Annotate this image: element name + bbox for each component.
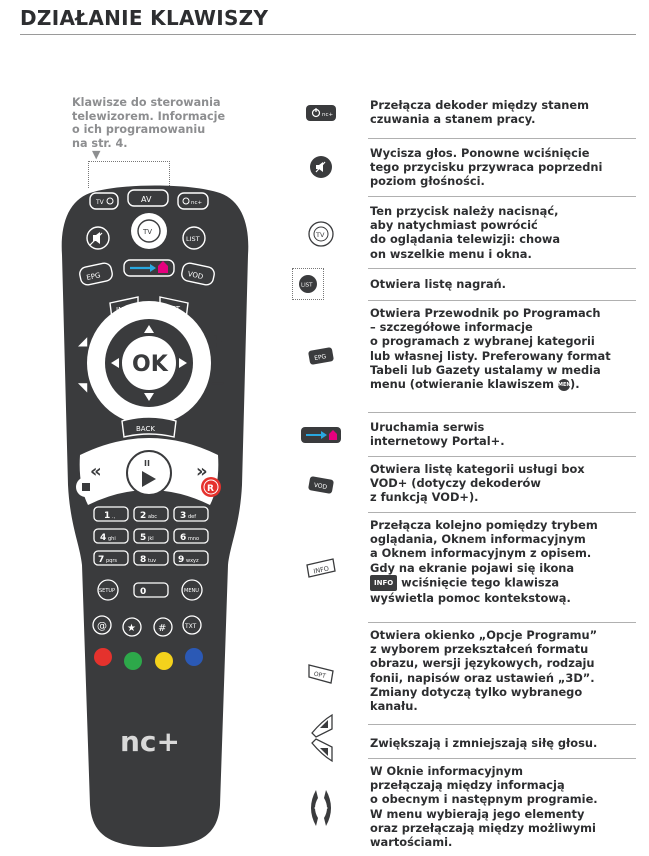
- text-fragment: ).: [569, 377, 580, 392]
- row-text: [370, 462, 636, 505]
- key-digit: 1: [104, 511, 111, 521]
- text-line: z wyborem przekształceń formatu: [370, 642, 589, 657]
- text-line: tego przycisku przywraca poprzedni: [370, 160, 603, 175]
- text-line: poziom głośności.: [370, 174, 485, 189]
- text-line: przełączają między informacją: [370, 778, 565, 793]
- text-line: a Oknem informacyjnym z opisem.: [370, 546, 592, 561]
- divider: [368, 138, 636, 139]
- star-label: ★: [127, 623, 136, 634]
- text-line: Otwiera Przewodnik po Programach: [370, 306, 601, 320]
- text-line: Ten przycisk należy nacisnąć,: [370, 204, 559, 218]
- row-standby: [290, 96, 636, 130]
- epg-icon-label: EPG: [313, 353, 327, 363]
- text-line: oraz przełączają między możliwymi: [370, 820, 596, 835]
- text-line: lub własnej listy. Preferowany format: [370, 348, 611, 363]
- note-line: Klawisze do sterowania: [72, 96, 221, 109]
- at-label: @: [97, 621, 107, 632]
- row-text: [370, 518, 636, 605]
- list-icon-label: LIST: [301, 282, 313, 289]
- text-line: Zwiększają i zmniejszają siłę głosu.: [370, 736, 598, 750]
- text-line: Otwiera listę nagrań.: [370, 277, 506, 291]
- row-text: [370, 420, 636, 448]
- tv-icon-label: TV: [316, 231, 325, 239]
- text-line: wartościami.: [370, 835, 453, 850]
- text-line: aby natychmiast powrócić: [370, 218, 538, 233]
- key-letters: ghi: [108, 536, 116, 542]
- key-letters: def: [188, 514, 197, 520]
- key-letters: pqrs: [106, 558, 118, 564]
- text-line: fonii, napisów oraz ustawień „3D”.: [370, 670, 595, 685]
- row-text: [370, 146, 636, 189]
- text-line: Przełącza kolejno pomiędzy trybem: [370, 518, 598, 532]
- volume-icon: [290, 708, 352, 768]
- mute-icon: [290, 144, 352, 190]
- info-key-icon: INFO: [370, 575, 397, 591]
- text-line: z funkcją VOD+).: [370, 490, 479, 505]
- text-line: obrazu, wersji językowych, rodzaju: [370, 656, 595, 671]
- channel-up-button[interactable]: +: [208, 331, 224, 352]
- text-line: Uruchamia serwis: [370, 420, 485, 434]
- text-line: Gdy na ekranie pojawi się ikona: [370, 560, 575, 575]
- row-mute: [290, 144, 636, 190]
- vod-icon-label: VOD: [313, 481, 328, 492]
- divider: [368, 758, 636, 759]
- text-line: Przełącza dekoder między stanem: [370, 98, 589, 112]
- setup-label: SETUP: [99, 588, 116, 594]
- fast-forward-button[interactable]: »: [196, 461, 208, 482]
- row-vod: [290, 462, 636, 508]
- txt-label: TXT: [185, 623, 197, 630]
- row-text: [370, 764, 636, 849]
- row-info: [290, 518, 636, 618]
- key-letters: mno: [188, 536, 200, 542]
- text-line: Wycisza głos. Ponowne wciśnięcie: [370, 146, 590, 160]
- vod-icon: [290, 462, 352, 508]
- row-volume: [290, 708, 636, 768]
- menu-label: MENU: [184, 588, 199, 594]
- list-label: LIST: [186, 235, 200, 243]
- text-fragment: wciśnięcie tego klawisza: [397, 575, 560, 590]
- text-line: on wszelkie menu i okna.: [370, 246, 532, 261]
- standby-icon-label: nc+: [322, 112, 334, 118]
- left-right-icon: [290, 764, 352, 852]
- pause-label: II: [144, 459, 150, 468]
- divider: [368, 512, 636, 513]
- key-digit: 4: [100, 533, 107, 543]
- av-label: AV: [141, 195, 152, 204]
- info-icon-label: INFO: [312, 564, 330, 576]
- key-digit: 7: [98, 555, 105, 565]
- divider: [368, 196, 636, 197]
- row-text: [370, 628, 636, 713]
- divider: [368, 300, 636, 301]
- info-icon: [290, 518, 352, 618]
- row-list: [290, 268, 636, 300]
- text-line: – szczegółowe informacje: [370, 320, 533, 335]
- text-line: W menu wybierają jego elementy: [370, 806, 585, 821]
- rewind-button[interactable]: «: [90, 461, 102, 482]
- standby-icon: [290, 96, 352, 130]
- text-line: Tabeli lub Gazety ustalamy w media: [370, 362, 601, 377]
- key-digit: 6: [180, 533, 187, 543]
- row-text: [370, 736, 636, 750]
- text-line: [370, 575, 636, 591]
- tv-label: TV: [143, 228, 153, 236]
- divider: [368, 412, 636, 413]
- row-epg: [290, 306, 636, 406]
- note-line: telewizorem. Informacje: [72, 109, 226, 123]
- tv-return-icon: [290, 204, 352, 264]
- nc-plus-logo: nc+: [120, 725, 180, 758]
- row-text: [370, 204, 636, 261]
- text-line: oglądania, Oknem informacyjnym: [370, 532, 586, 547]
- list-icon: [292, 268, 324, 300]
- key-digit: 2: [140, 511, 147, 521]
- text-line: o programach z wybranej kategorii: [370, 334, 595, 349]
- text-line: Otwiera listę kategorii usługi box: [370, 462, 585, 476]
- text-line: W Oknie informacyjnym: [370, 764, 523, 778]
- key-letters: .,: [112, 514, 116, 520]
- text-line: Otwiera okienko „Opcje Programu”: [370, 628, 598, 642]
- divider: [368, 456, 636, 457]
- epg-label: EPG: [85, 271, 102, 282]
- key-digit: 8: [140, 555, 147, 565]
- arrow-down-icon: ▼: [92, 148, 101, 161]
- opt-icon-label: OPT: [313, 670, 327, 680]
- text-line: wyświetla pomoc kontekstową.: [370, 591, 571, 606]
- text-fragment: menu (otwieranie klawiszem: [370, 377, 558, 392]
- text-line: VOD+ (dotyczy dekoderów: [370, 476, 541, 491]
- text-line: czuwania a stanem pracy.: [370, 112, 536, 127]
- text-line: do oglądania telewizji: chowa: [370, 232, 561, 247]
- record-label: R: [207, 484, 214, 494]
- hash-label: #: [158, 623, 167, 634]
- text-line: internetowy Portal+.: [370, 434, 505, 449]
- key-letters: jkl: [148, 536, 154, 542]
- divider: [368, 622, 636, 623]
- back-label: BACK: [136, 425, 155, 433]
- page-title: DZIAŁANIE KLAWISZY: [20, 6, 269, 30]
- key-letters: abc: [148, 514, 157, 520]
- text-line: o obecnym i następnym programie.: [370, 792, 598, 807]
- key-letters: tuv: [148, 558, 157, 564]
- volume-up-icon[interactable]: ◢: [78, 334, 88, 348]
- volume-down-icon[interactable]: ◥: [78, 380, 88, 394]
- ok-button[interactable]: OK: [132, 352, 168, 377]
- text-line: Zmiany dotyczą tylko wybranego: [370, 684, 583, 699]
- row-portal: [290, 418, 636, 452]
- text-line: kanału.: [370, 699, 418, 714]
- row-tv-return: [290, 204, 636, 264]
- row-text: [370, 277, 636, 291]
- row-text: [370, 98, 636, 126]
- vod-label: VOD: [186, 269, 204, 282]
- key-digit: 5: [140, 533, 147, 543]
- row-opt: [290, 628, 636, 720]
- note-line: na str. 4.: [72, 136, 128, 150]
- channel-down-button[interactable]: −: [210, 373, 226, 394]
- tv-power-label: TV: [96, 199, 104, 206]
- menu-key-icon: MENU: [558, 379, 570, 391]
- opt-icon: [290, 628, 352, 720]
- text-line: [370, 377, 636, 391]
- row-left-right: [290, 764, 636, 852]
- epg-icon: [290, 306, 352, 406]
- row-text: [370, 306, 636, 391]
- key-letters: wxyz: [186, 558, 199, 564]
- key-digit: 0: [140, 587, 147, 597]
- note-line: o ich programowaniu: [72, 123, 206, 136]
- key-digit: 3: [180, 511, 187, 521]
- portal-icon: [290, 418, 352, 452]
- nc-power-label: nc+: [191, 200, 203, 206]
- key-digit: 9: [178, 555, 185, 565]
